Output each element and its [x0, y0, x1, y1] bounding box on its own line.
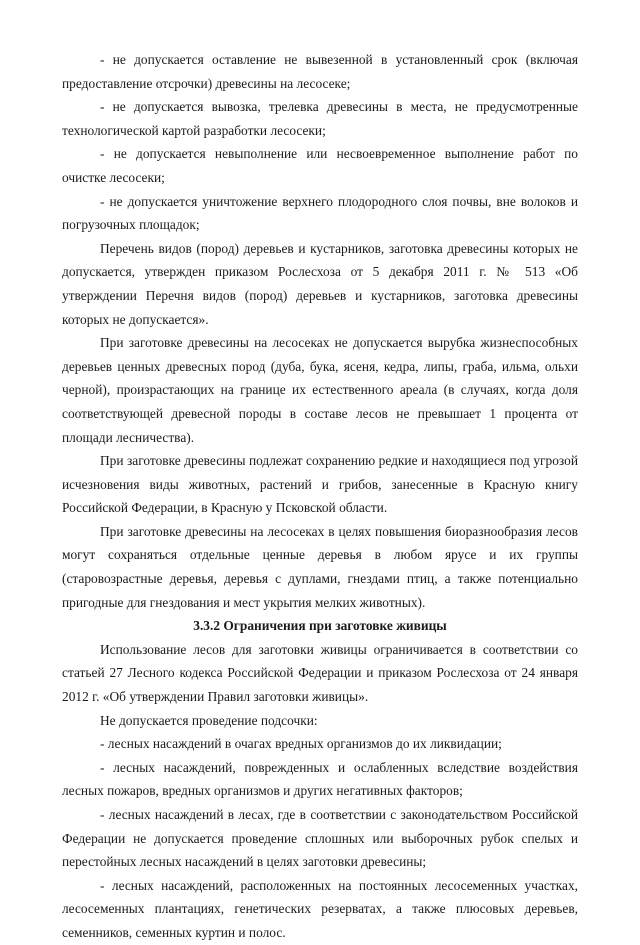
section-heading: 3.3.2 Ограничения при заготовке живицы — [193, 618, 447, 634]
paragraph: - лесных насаждений в очагах вредных организмов до их ликвидации; — [100, 736, 502, 752]
paragraph: Использование лесов для заготовки живицы ограничивается в соответствии со статьей 27 Лесного кодекса Российской Федерации и приказом Рослесхоза от 24 января 2012 г. «Об утверждении Правил заготовки живицы». — [62, 641, 578, 705]
paragraph: - не допускается оставление не вывезенной в установленный срок (включая предоставление отсрочки) древесины на лесосеке; — [62, 52, 578, 91]
paragraph: - не допускается вывозка, трелевка древесины в места, не предусмотренные технологической картой разработки лесосеки; — [62, 99, 578, 138]
paragraph: - лесных насаждений, расположенных на постоянных лесосеменных участках, лесосеменных плантациях, генетических резерватах, а также плюсовых деревьев, семенников, семенных куртин и полос. — [62, 877, 578, 940]
paragraph: - не допускается уничтожение верхнего плодородного слоя почвы, вне волоков и погрузочных площадок; — [62, 193, 578, 233]
paragraph: Перечень видов (пород) деревьев и кустарников, заготовка древесины которых не допускается, утвержден приказом Рослесхоза от 5 декабря 2011 г. № 513 «Об утверждении Перечня видов (пород) деревьев и кустарников, заготовка древесины которых не допускается». — [62, 240, 578, 327]
paragraph: При заготовке древесины подлежат сохранению редкие и находящиеся под угрозой исчезновения виды животных, растений и грибов, занесенные в Красную книгу Российской Федерации, в Красную у Псковской области. — [62, 453, 578, 516]
paragraph: - не допускается невыполнение или несвоевременное выполнение работ по очистке лесосеки; — [62, 146, 578, 185]
paragraph: Не допускается проведение подсочки: — [100, 712, 318, 728]
paragraph: При заготовке древесины на лесосеках не допускается вырубка жизнеспособных деревьев ценных древесных пород (дуба, бука, ясеня, кедра, липы, граба, ильма, ольхи черной), произрастающих на границе их естественного ареала (в случаях, когда доля соответствующей древесной породы в составе лесов не превышает 1 процента от площади лесничества). — [62, 335, 578, 445]
paragraph: При заготовке древесины на лесосеках в целях повышения биоразнообразия лесов могут сохраняться отдельные ценные деревья в любом ярусе и их группы (старовозрастные деревья, деревья с дуплами, гнездами птиц, а также потенциально пригодные для гнездования и мест укрытия мелких животных). — [62, 523, 578, 610]
paragraph: - лесных насаждений в лесах, где в соответствии с законодательством Российской Федерации не допускается проведение сплошных или выборочных рубок спелых и перестойных лесных насаждений в целях заготовки древесины; — [62, 807, 578, 870]
paragraph: - лесных насаждений, поврежденных и ослабленных вследствие воздействия лесных пожаров, вредных организмов и других негативных факторов; — [62, 759, 578, 799]
